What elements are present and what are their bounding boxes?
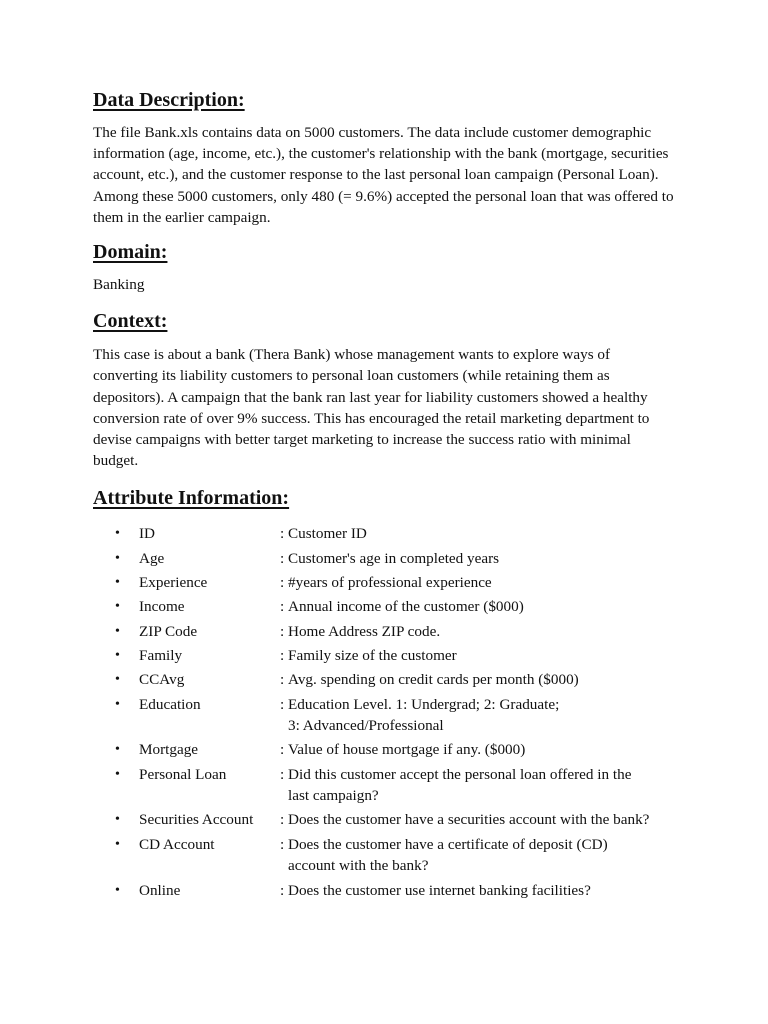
attribute-description: Family size of the customer — [288, 646, 457, 664]
attribute-information-section — [93, 484, 678, 901]
attribute-description: Does the customer have a certificate of deposit (CD) account with the bank? — [288, 835, 608, 875]
attribute-description: Avg. spending on credit cards per month ($000) — [288, 671, 579, 689]
attribute-item — [93, 880, 678, 902]
attribute-item — [93, 694, 678, 737]
attribute-name: CD Account — [139, 835, 215, 853]
attribute-name: Personal Loan — [139, 765, 227, 783]
attribute-description: #years of professional experience — [288, 574, 492, 592]
context-section — [93, 307, 678, 471]
attribute-name: ZIP Code — [139, 622, 198, 640]
bullet-icon: • — [115, 836, 120, 852]
attribute-name: Securities Account — [139, 811, 254, 829]
attribute-item — [93, 548, 678, 570]
attribute-item — [93, 809, 678, 831]
attribute-separator: : — [280, 622, 285, 640]
bullet-icon: • — [115, 672, 120, 688]
attribute-name: Income — [139, 598, 185, 616]
attribute-item — [93, 572, 678, 594]
attribute-separator: : — [280, 549, 285, 567]
domain-text: Banking — [93, 276, 145, 294]
attribute-item — [93, 834, 678, 877]
attribute-separator: : — [280, 741, 285, 759]
attribute-separator: : — [280, 598, 285, 616]
domain-section — [93, 238, 678, 295]
context-heading: Context: — [93, 310, 168, 333]
bullet-icon: • — [115, 550, 120, 566]
attribute-name: Mortgage — [139, 741, 199, 759]
data-description-heading: Data Description: — [93, 89, 245, 111]
attribute-separator: : — [280, 671, 285, 689]
attribute-separator: : — [280, 765, 285, 783]
attribute-list — [93, 523, 678, 901]
attribute-description: Did this customer accept the personal loan offered in the last campaign? — [288, 765, 632, 805]
attribute-name: Education — [139, 695, 201, 713]
attribute-description: Does the customer use internet banking facilities? — [288, 881, 591, 899]
attribute-description: Annual income of the customer ($000) — [288, 598, 524, 616]
bullet-icon: • — [115, 766, 120, 782]
attribute-separator: : — [280, 525, 285, 543]
attribute-description: Customer ID — [288, 525, 367, 543]
data-description-section — [93, 86, 678, 228]
bullet-icon: • — [115, 623, 120, 639]
bullet-icon: • — [115, 526, 120, 542]
attribute-name: ID — [139, 525, 156, 543]
attribute-name: Family — [139, 646, 183, 664]
data-description-text: The file Bank.xls contains data on 5000 customers. The data include customer demographic information (age, income, etc.), the customer's relationship with the bank (mortgage, securities account, etc.), and the customer response to the last personal loan campaign (Personal Loan). Among these 5000 customers, only 480 (= 9.6%) accepted the personal loan that was offered to them in the earlier campaign. — [93, 124, 674, 226]
attribute-separator: : — [280, 881, 285, 899]
attribute-separator: : — [280, 695, 285, 713]
attribute-name: Experience — [139, 574, 208, 592]
attribute-item — [93, 596, 678, 618]
attribute-item — [93, 523, 678, 545]
attribute-item — [93, 669, 678, 691]
bullet-icon: • — [115, 882, 120, 898]
bullet-icon: • — [115, 647, 120, 663]
bullet-icon: • — [115, 812, 120, 828]
attribute-separator: : — [280, 574, 285, 592]
bullet-icon: • — [115, 575, 120, 591]
context-text: This case is about a bank (Thera Bank) whose management wants to explore ways of converting its liability customers to personal loan customers (while retaining them as depositors). A campaign that the bank ran last year for liability customers showed a healthy conversion rate of over 9% success. This has encouraged the retail marketing department to devise campaigns with better target marketing to increase the success ratio with minimal budget. — [93, 346, 650, 470]
attribute-information-heading: Attribute Information: — [93, 487, 290, 510]
attribute-item — [93, 645, 678, 667]
attribute-description: Does the customer have a securities account with the bank? — [288, 811, 650, 829]
attribute-description: Value of house mortgage if any. ($000) — [288, 741, 526, 759]
attribute-separator: : — [280, 811, 285, 829]
attribute-description: Education Level. 1: Undergrad; 2: Graduate; 3: Advanced/Professional — [288, 695, 560, 735]
attribute-name: CCAvg — [139, 671, 185, 689]
attribute-name: Age — [139, 549, 165, 567]
attribute-description: Customer's age in completed years — [288, 549, 500, 567]
bullet-icon: • — [115, 742, 120, 758]
bullet-icon: • — [115, 696, 120, 712]
attribute-description: Home Address ZIP code. — [288, 622, 441, 640]
domain-heading: Domain: — [93, 241, 168, 264]
attribute-name: Online — [139, 881, 181, 899]
attribute-item — [93, 764, 678, 807]
bullet-icon: • — [115, 599, 120, 615]
attribute-item — [93, 739, 678, 761]
attribute-separator: : — [280, 835, 285, 853]
attribute-item — [93, 621, 678, 643]
attribute-separator: : — [280, 646, 285, 664]
